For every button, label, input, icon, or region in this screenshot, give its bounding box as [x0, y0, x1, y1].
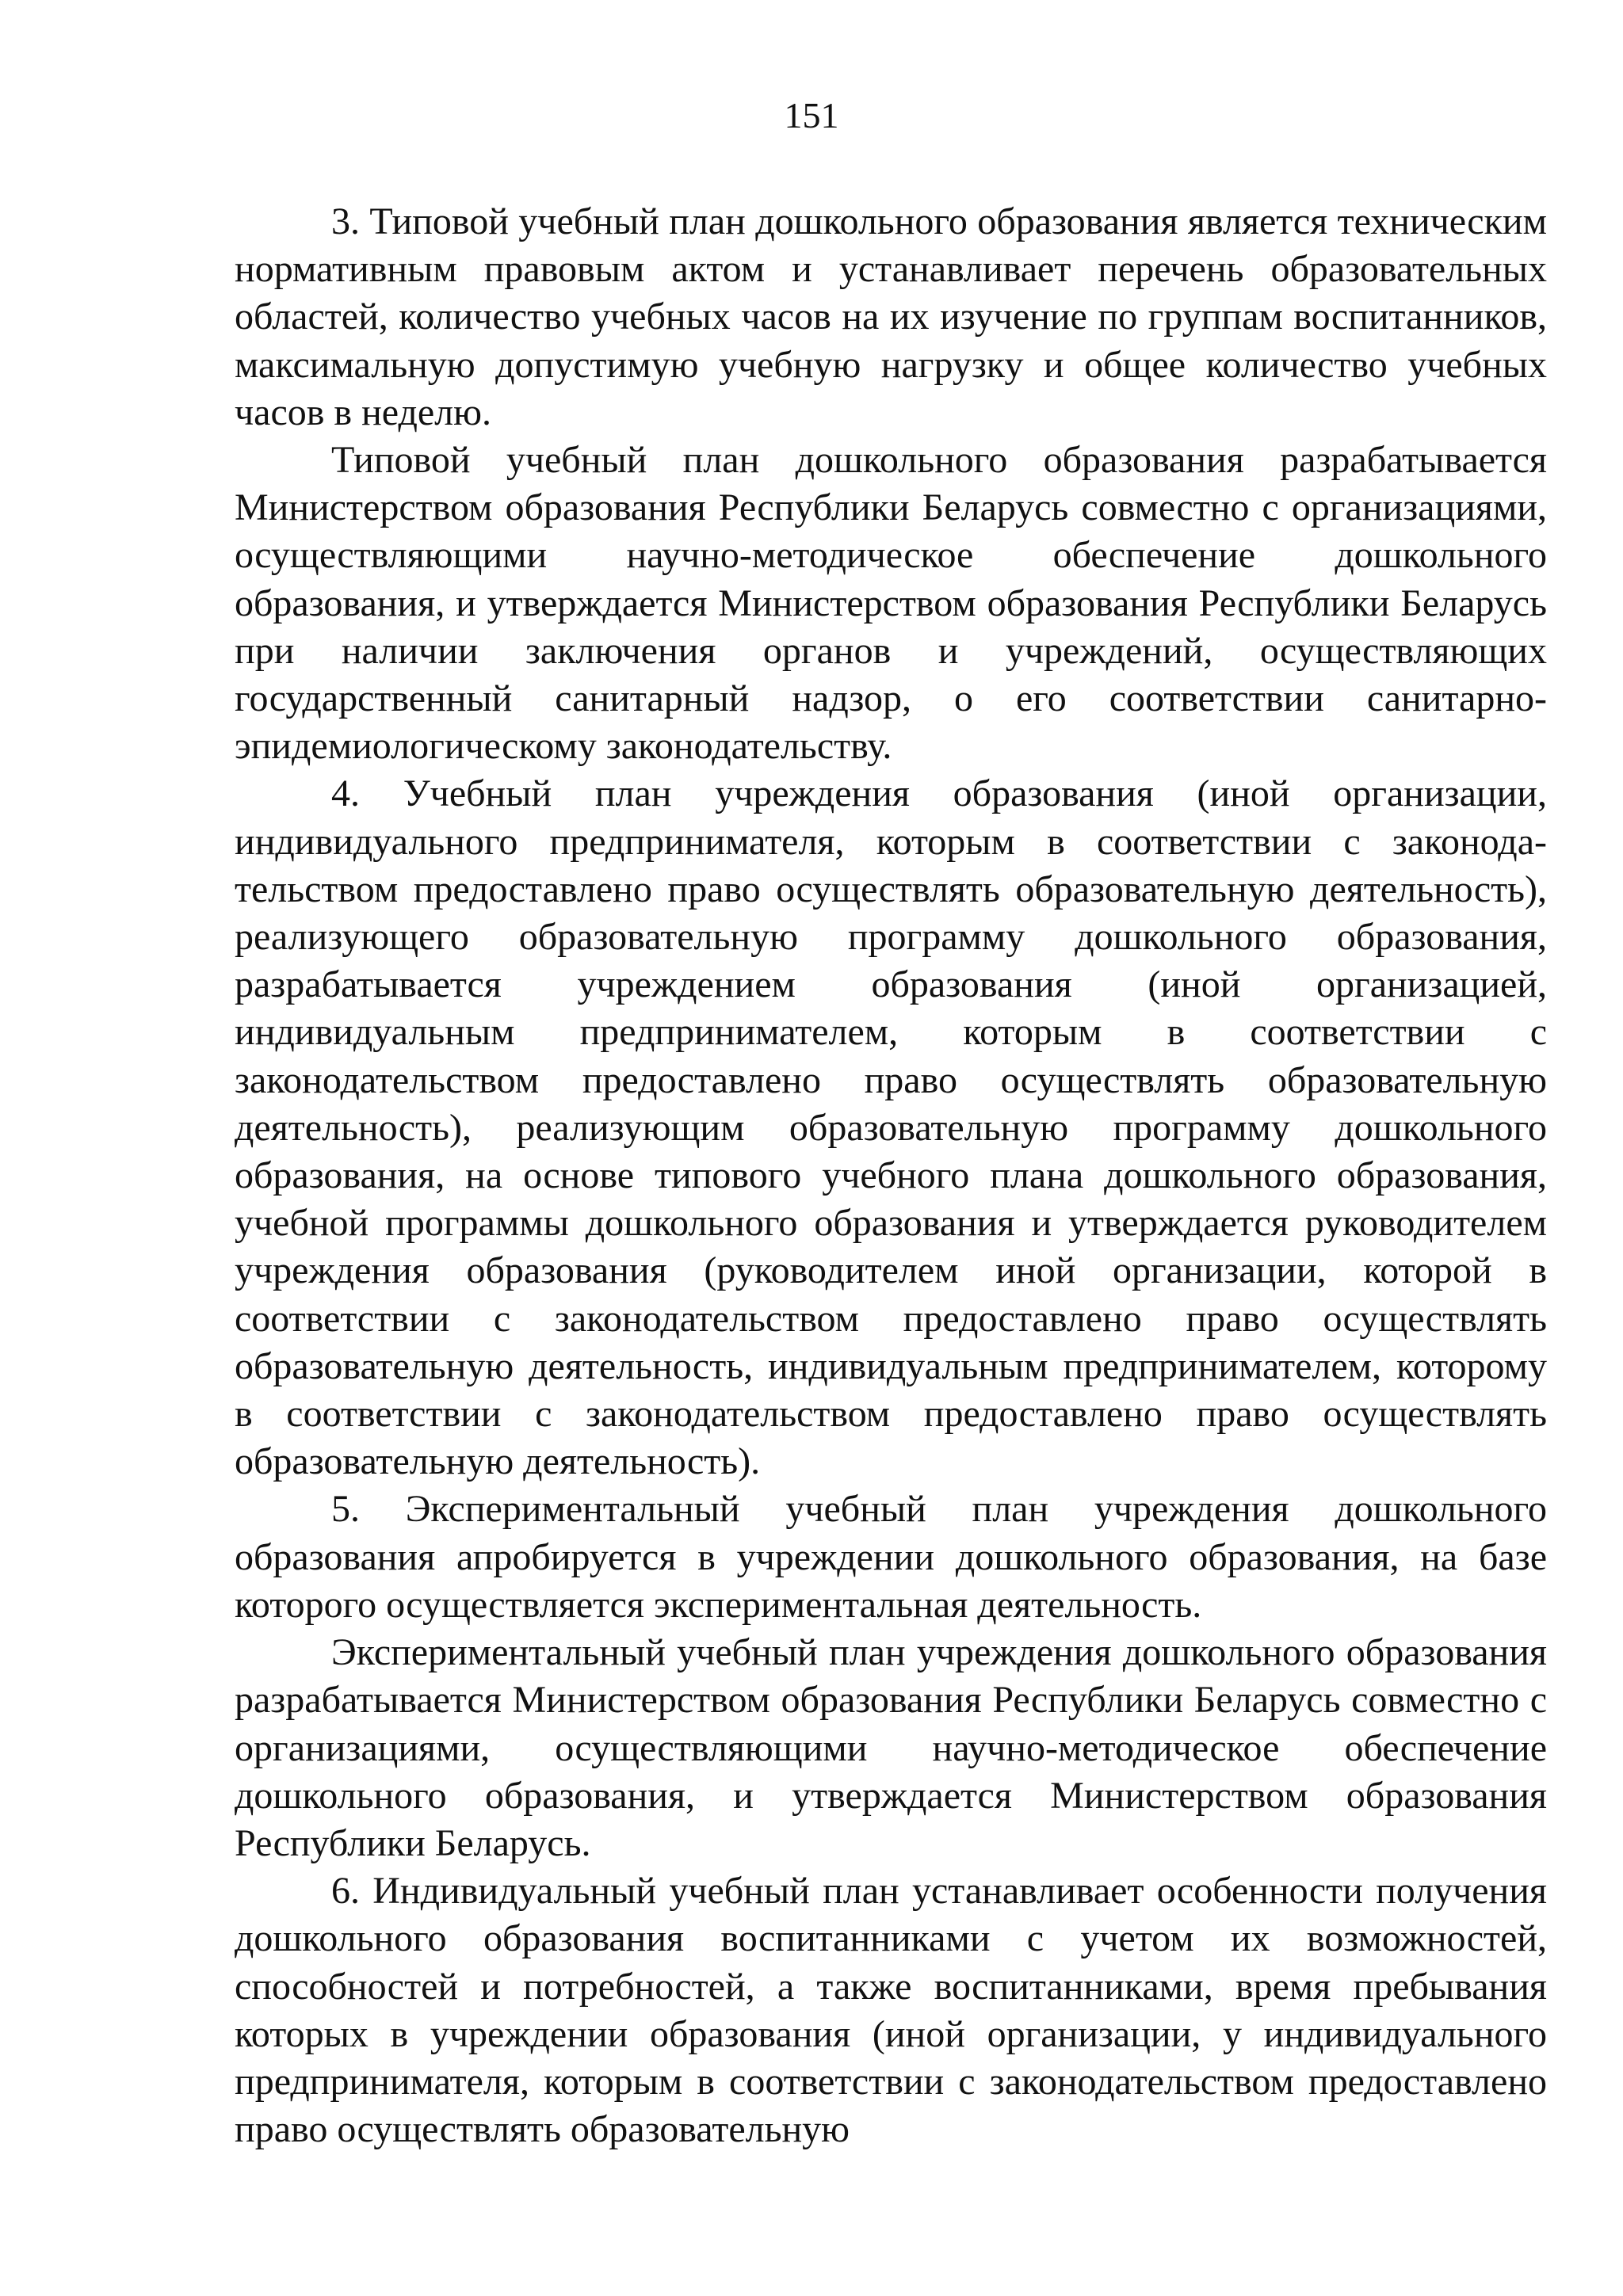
- paragraph-item-6: 6. Индивидуальный учебный план устанавливает особенности получения дошкольного образования воспитанниками с учетом их возможностей, способностей и потребностей, а также воспитанниками, время пребывания которых в учреждении образования (иной организации, у индивидуального предпринимателя, которым в соответствии с законодательством предоставлено право осуществлять образовательную: [235, 1870, 1547, 2151]
- document-body: [235, 198, 1547, 2153]
- page-number: 151: [784, 95, 839, 135]
- paragraph-item-5: 5. Экспериментальный учебный план учреждения дошкольного образования апробируется в учреждении дошкольного образования, на базе которого осуществляется экспериментальная деятельность.: [235, 1488, 1547, 1626]
- paragraph-item-3: 3. Типовой учебный план дошкольного образования является техническим нормативным правовым актом и устанавливает перечень образовательных областей, количество учебных часов на их изучение по группам воспитанников, максимальную допустимую учебную нагрузку и общее количество учебных часов в неделю.: [235, 200, 1547, 433]
- paragraph-experimental-plan-development: Экспериментальный учебный план учреждения дошкольного образования разрабатывается Министерством образования Республики Беларусь совместно с организациями, осуществляющими научно-методическое обеспечение дошкольного образования, и утверждается Министерством образования Республики Беларусь.: [235, 1631, 1547, 1864]
- paragraph-typical-plan-development: Типовой учебный план дошкольного образования разрабатывается Министерством образования Республики Беларусь совместно с организациями, осуществляющими научно-методическое обеспечение дошкольного образования, и утверждается Министерством образования Республики Беларусь при наличии заключения органов и учреждений, осуществляющих государственный санитарный надзор, о его соответствии санитарно-эпидемиологическому законодательству.: [235, 439, 1547, 768]
- paragraph-item-4: 4. Учебный план учреждения образования (иной организации, индивидуального предпринимателя, которым в соответствии с законодательством предоставлено право осуществлять образовательную деятельность), реализующего образовательную программу дошкольного образования, разрабатывается учреждением образования (иной организацией, индивидуальным предпринимателем, которым в соответствии с законодательством предоставлено право осуществлять образовательную деятельность), реализующим образовательную программу дошкольного образования, на основе типового учебного плана дошкольного образования, учебной программы дошкольного образования и утверждается руководителем учреждения образования (руководителем иной организации, которой в соответствии с законодательством предоставлено право осуществлять образовательную деятельность, индивидуальным предпринимателем, которому в соответствии с законодательством предоставлено право осуществлять образовательную деятельность).: [235, 772, 1547, 1483]
